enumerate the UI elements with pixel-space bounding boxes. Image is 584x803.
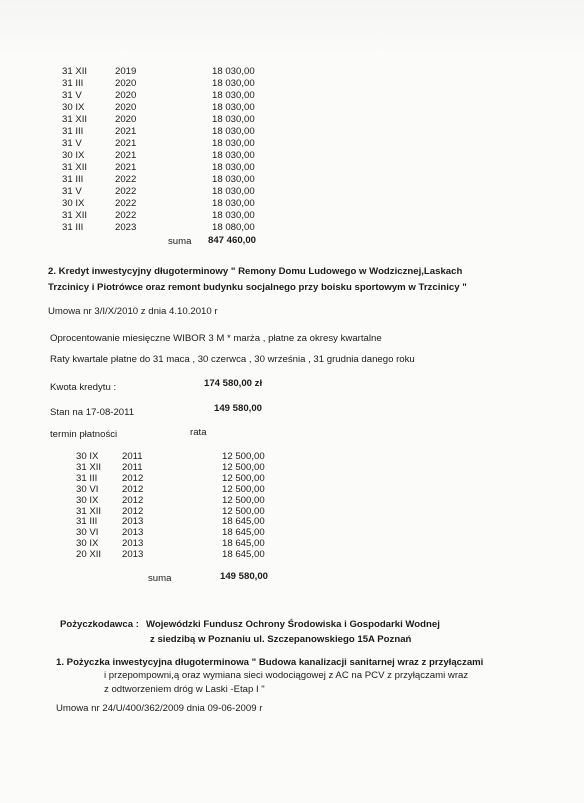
schedule-row (0, 186, 584, 198)
row-amount: 12 500,00 (222, 472, 265, 484)
schedule-row (0, 527, 584, 539)
row-date: 31 XII (76, 461, 102, 473)
schedule-row (0, 162, 584, 174)
credit2-sum-label: suma (148, 573, 172, 584)
schedule-row (0, 473, 584, 485)
row-amount: 18 030,00 (212, 138, 255, 149)
row-year: 2013 (122, 516, 144, 528)
row-year: 2013 (122, 549, 144, 561)
row-date: 31 XII (62, 210, 88, 221)
row-year: 2022 (115, 174, 137, 185)
credit2-heading-line2: Trzcinicy i Piotrówce oraz remont budynku socjalnego przy boisku sportowym w Trzcinicy " (48, 282, 467, 293)
schedule-row (0, 210, 584, 222)
credit2-amount-value: 174 580,00 zł (204, 378, 263, 389)
row-year: 2011 (122, 451, 143, 462)
row-date: 30 IX (76, 538, 99, 550)
row-date: 30 IX (76, 451, 99, 462)
row-amount: 18 645,00 (222, 538, 265, 550)
credit2-amount-label: Kwota kredytu : (50, 382, 117, 393)
row-year: 2013 (122, 527, 144, 539)
row-date: 31 XII (62, 162, 88, 173)
row-date: 30 IX (62, 198, 85, 209)
schedule-row (0, 538, 584, 550)
schedule-row (0, 174, 584, 186)
row-year: 2021 (115, 162, 137, 173)
lender-label: Pożyczkodawca : (60, 619, 139, 630)
row-year: 2019 (115, 66, 137, 77)
schedule-row (0, 198, 584, 210)
row-amount: 18 645,00 (222, 549, 265, 561)
row-date: 30 IX (62, 102, 85, 113)
row-year: 2012 (122, 505, 144, 517)
scan-shading (0, 0, 584, 55)
row-year: 2022 (115, 210, 137, 221)
row-year: 2022 (115, 186, 137, 197)
schedule-row (0, 150, 584, 162)
row-date: 31 V (62, 90, 82, 101)
row-amount: 18 645,00 (222, 516, 265, 528)
row-amount: 12 500,00 (222, 494, 265, 506)
schedule-row (0, 138, 584, 150)
schedule-row (0, 222, 584, 234)
row-year: 2023 (115, 222, 137, 233)
row-amount: 18 030,00 (212, 126, 255, 137)
schedule-row (0, 549, 584, 561)
schedule-row (0, 102, 584, 114)
credit2-installments: Raty kwartale płatne do 31 maca , 30 czerwca , 30 września , 31 grudnia danego roku (50, 354, 415, 365)
schedule-row (0, 495, 584, 507)
loan1-heading: 1. Pożyczka inwestycyjna długoterminowa " Budowa kanalizacji sanitarnej wraz z przyłączami (56, 657, 484, 668)
row-date: 30 VI (76, 483, 99, 495)
loan1-line2: i przepompowni,ą oraz wymiana sieci wodociągowej z AC na PCV z przyłączami wraz (104, 670, 469, 681)
row-date: 20 XII (76, 549, 102, 561)
row-amount: 12 500,00 (222, 505, 265, 517)
row-amount: 18 030,00 (212, 90, 255, 101)
credit2-rate-label: rata (190, 427, 207, 438)
loan1-agreement: Umowa nr 24/U/400/362/2009 dnia 09-06-2009 r (56, 703, 263, 714)
schedule-row (0, 516, 584, 528)
row-amount: 18 080,00 (212, 222, 255, 233)
row-date: 31 V (62, 138, 82, 149)
row-amount: 18 030,00 (212, 78, 255, 89)
schedule-row (0, 66, 584, 78)
schedule-row (0, 78, 584, 90)
row-date: 31 III (76, 472, 98, 484)
row-date: 31 III (62, 126, 84, 137)
row-year: 2012 (122, 483, 144, 495)
row-year: 2011 (122, 461, 143, 473)
row-year: 2021 (115, 126, 137, 137)
credit2-balance-label: Stan na 17-08-2011 (50, 407, 135, 418)
row-date: 31 XII (76, 505, 102, 517)
row-date: 31 III (76, 516, 98, 528)
row-date: 31 V (62, 186, 82, 197)
row-date: 30 IX (62, 150, 85, 161)
schedule-row (0, 451, 584, 463)
schedule-row (0, 484, 584, 496)
row-date: 30 VI (76, 527, 99, 539)
schedule-row (0, 114, 584, 126)
row-year: 2020 (115, 78, 137, 89)
row-year: 2012 (122, 472, 144, 484)
row-year: 2020 (115, 90, 137, 101)
row-amount: 18 030,00 (212, 102, 255, 113)
row-date: 31 III (62, 78, 84, 89)
top-sum-label: suma (168, 236, 192, 247)
row-year: 2020 (115, 114, 137, 125)
row-date: 30 IX (76, 494, 99, 506)
row-year: 2012 (122, 494, 144, 506)
row-amount: 18 030,00 (212, 174, 255, 185)
credit2-sum-value: 149 580,00 (220, 571, 269, 582)
credit2-heading-line1: 2. Kredyt inwestycyjny długoterminowy " Remony Domu Ludowego w Wodzicznej,Laskach (48, 266, 463, 277)
row-amount: 18 030,00 (212, 210, 255, 221)
row-amount: 18 030,00 (212, 186, 255, 197)
schedule-row (0, 90, 584, 102)
row-amount: 12 500,00 (222, 451, 265, 462)
row-amount: 12 500,00 (222, 483, 265, 495)
row-date: 31 III (62, 222, 84, 233)
credit2-agreement: Umowa nr 3/I/X/2010 z dnia 4.10.2010 r (48, 306, 218, 317)
row-year: 2021 (115, 138, 137, 149)
credit2-term-label: termin płatności (50, 429, 118, 440)
credit2-interest: Oprocentowanie miesięczne WIBOR 3 M * marża , płatne za okresy kwartalne (50, 333, 382, 344)
row-date: 31 III (62, 174, 84, 185)
schedule-row (0, 126, 584, 138)
lender-address: z siedzibą w Poznaniu ul. Szczepanowskiego 15A Poznań (150, 634, 412, 645)
row-amount: 18 030,00 (212, 162, 255, 173)
row-date: 31 XII (62, 66, 88, 77)
row-year: 2013 (122, 538, 144, 550)
row-amount: 18 645,00 (222, 527, 265, 539)
loan1-line3: z odtworzeniem dróg w Laski -Etap I " (104, 684, 265, 695)
row-amount: 12 500,00 (222, 461, 265, 473)
row-year: 2020 (115, 102, 137, 113)
schedule-row (0, 506, 584, 518)
schedule-row (0, 462, 584, 474)
row-amount: 18 030,00 (212, 150, 255, 161)
lender-name: Wojewódzki Fundusz Ochrony Środowiska i Gospodarki Wodnej (146, 619, 440, 630)
row-date: 31 XII (62, 114, 88, 125)
row-year: 2022 (115, 198, 137, 209)
row-amount: 18 030,00 (212, 114, 255, 125)
top-sum-value: 847 460,00 (208, 235, 257, 246)
row-amount: 18 030,00 (212, 66, 255, 77)
row-amount: 18 030,00 (212, 198, 255, 209)
row-year: 2021 (115, 150, 137, 161)
credit2-balance-value: 149 580,00 (214, 403, 263, 414)
